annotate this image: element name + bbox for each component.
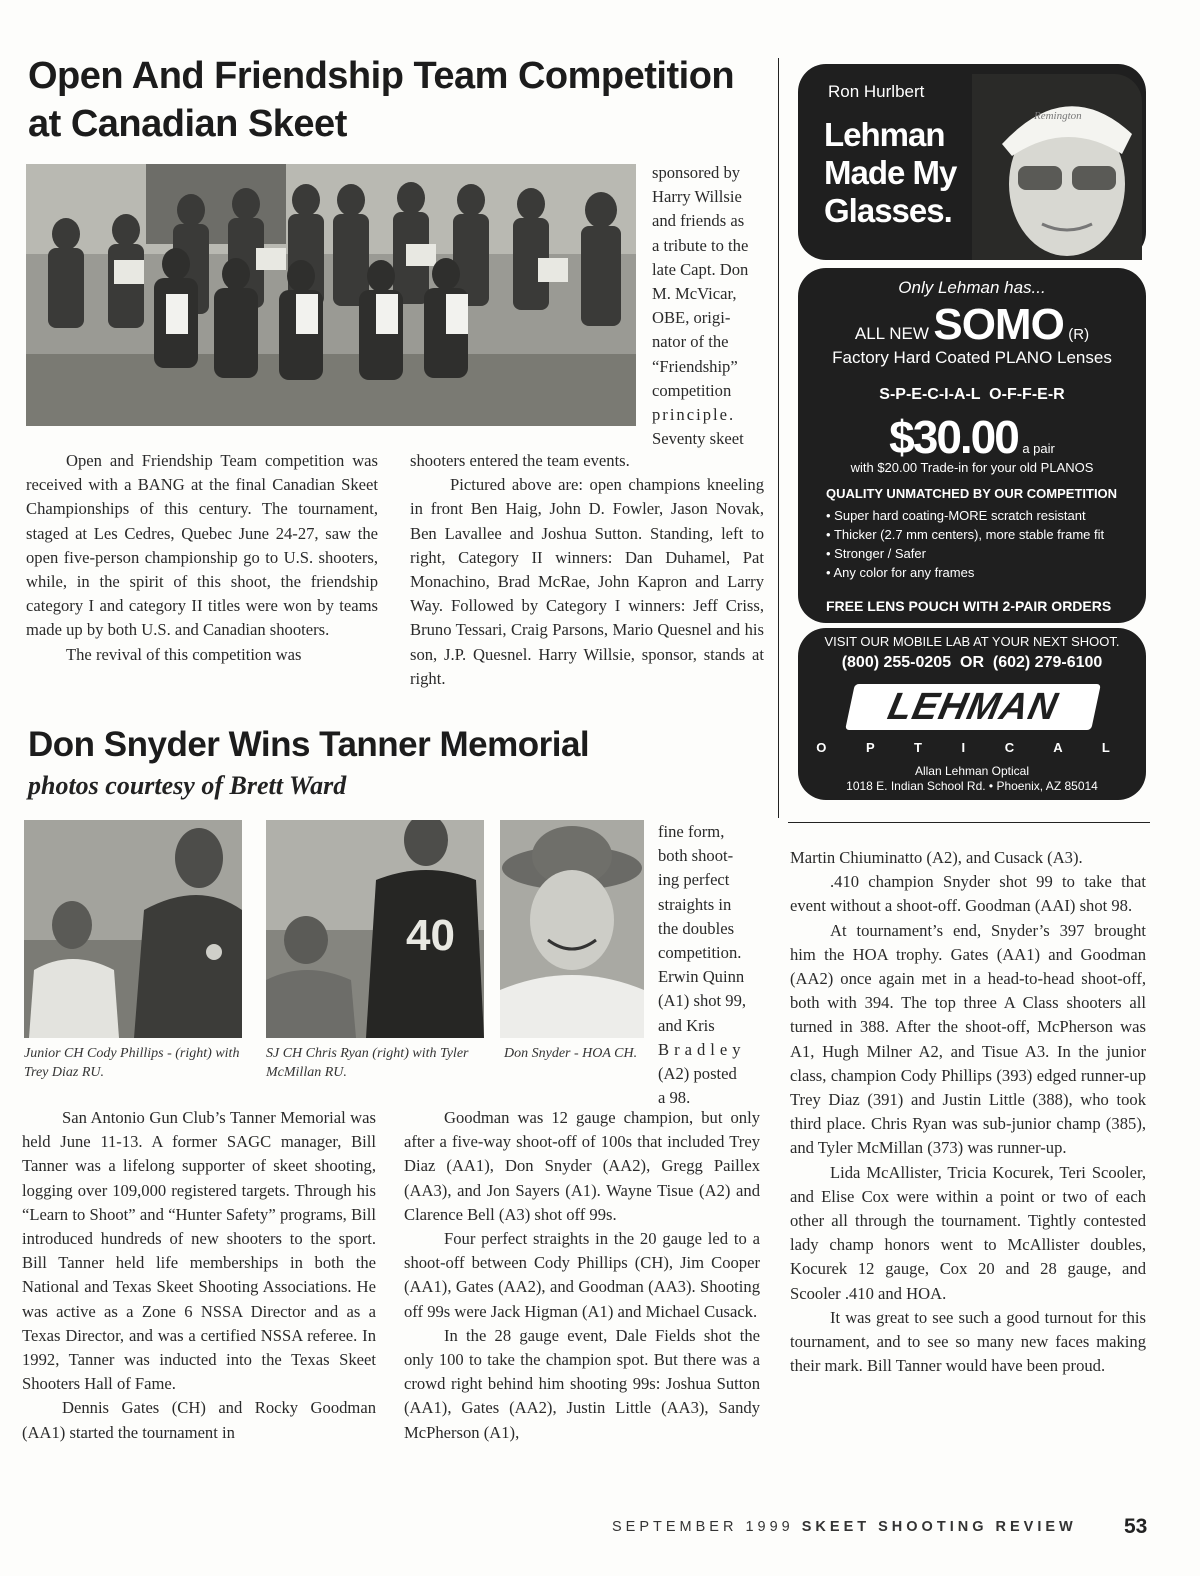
paragraph: Dennis Gates (CH) and Rocky Goodman (AA1) started the tournament in <box>22 1398 376 1442</box>
sidebar-line: Seventy skeet <box>652 429 744 449</box>
lehman-logo <box>845 684 1101 730</box>
ad-bullets <box>826 506 1104 582</box>
ad-headline-line: Glasses. <box>824 192 952 229</box>
article2-col3 <box>790 846 1146 1378</box>
photo-don-snyder <box>500 820 644 1038</box>
ad-headline-line: Lehman <box>824 116 945 153</box>
paragraph: Open and Friendship Team competition was received with a BANG at the final Canadian Skeet Championships of this century. The tournament, staged at Les Cedres, Quebec June 24-27, saw the open five-person championship go to U.S. shooters, while, in the spirit of this shoot, the friendship category I and category II titles were won by teams made up by both U.S. and Canadian shooters. <box>26 451 378 640</box>
ad-portrait <box>972 74 1142 260</box>
ad-all-new: ALL NEW <box>854 324 929 343</box>
ad-only-lehman: Only Lehman has... <box>898 278 1046 297</box>
ad-company: Allan Lehman Optical <box>914 764 1030 778</box>
ad-headline-line: Made My <box>824 154 957 191</box>
paragraph: Four perfect straights in the 20 gauge led to a shoot-off between Cody Phillips (CH), Jim Cooper (AA1), Gates (AA2), and Goodman (AA3). Shooting off 99s were Jack Higman (A1) and Michael Cusack. <box>404 1229 760 1321</box>
photo-cody-phillips <box>24 820 242 1038</box>
ad-person-name: Ron Hurlbert <box>828 82 925 101</box>
ad-address: 1018 E. Indian School Rd. • Phoenix, AZ 85014 <box>846 779 1098 793</box>
photo-chris-ryan-image <box>266 820 484 1038</box>
ad-bottom-rule <box>788 822 1150 823</box>
sidebar-line: late Capt. Don <box>652 259 749 279</box>
ad-phones: (800) 255-0205 OR (602) 279-6100 <box>841 654 1103 671</box>
paragraph: Lida McAllister, Tricia Kocurek, Teri Scooler, and Elise Cox were within a point or two of each other all through the tournament. Tightly contested lady champ honors went to McAllister doubles, Kocurek 12 gauge, Cox 20 and 28 gauge, and Scooler .410 and HOA. <box>790 1162 1146 1303</box>
photo-don-snyder-image <box>500 820 644 1038</box>
article1-headline <box>28 52 734 148</box>
ad-somo-line <box>798 300 1146 350</box>
svg-text:40: 40 <box>406 911 455 960</box>
photo-chris-ryan <box>266 820 484 1038</box>
ad-testimonial-panel <box>798 64 1146 260</box>
sidebar-line: fine form, <box>658 822 725 841</box>
caption-chris-ryan: SJ CH Chris Ryan (right) with Tyler McMillan RU. <box>266 1046 469 1080</box>
article1-sidebar <box>652 161 764 451</box>
ad-bullet: • Super hard coating-MORE scratch resistant <box>826 508 1086 523</box>
page-footer <box>612 1519 1077 1535</box>
ad-portrait-image <box>972 74 1142 260</box>
footer-magazine: SKEET SHOOTING REVIEW <box>801 1519 1077 1535</box>
ad-bullet: • Any color for any frames <box>826 565 975 580</box>
ad-price-line <box>798 410 1146 464</box>
paragraph: At tournament’s end, Snyder’s 397 brought him the HOA trophy. Gates (AA1) and Goodman (AA2) once again met in a head-to-head shoot-off, both with 394. The top three A Class shooters all turned in 388. After the shoot-off, McPherson was A1, Hugh Milner A2, and Tisue A3. In the junior class, champion Cody Phillips (393) edged runner-up Trey Diaz (391) and Justin Little (388), who took third place. Chris Ryan was sub-junior champ (385), and Tyler McMillan (373) was runner-up. <box>790 920 1146 1158</box>
sidebar-line: straights in <box>658 894 732 914</box>
paragraph: Martin Chiuminatto (A2), and Cusack (A3). <box>790 848 1083 867</box>
ad-lenses: Factory Hard Coated PLANO Lenses <box>832 348 1112 367</box>
ad-quality: QUALITY UNMATCHED BY OUR COMPETITION <box>826 486 1118 501</box>
column-divider <box>778 58 779 818</box>
photo-cody-phillips-image <box>24 820 242 1038</box>
caption-cody-phillips: Junior CH Cody Phillips - (right) with Trey Diaz RU. <box>24 1046 240 1080</box>
sidebar-line: (A1) shot 99, <box>658 991 747 1011</box>
article1-headline-line2: at Canadian Skeet <box>28 103 347 145</box>
sidebar-line: ing perfect <box>658 870 730 890</box>
paragraph: The revival of this competition was <box>66 644 302 664</box>
ad-free-pouch: FREE LENS POUCH WITH 2-PAIR ORDERS <box>826 598 1112 614</box>
article1-headline-line1: Open And Friendship Team Competition <box>28 55 735 97</box>
sidebar-line: OBE, origi- <box>652 308 731 328</box>
lehman-logo-text: LEHMAN <box>884 686 1062 728</box>
ad-a-pair: a pair <box>1022 441 1055 456</box>
ad-bullet: • Thicker (2.7 mm centers), more stable frame fit <box>826 527 1105 542</box>
paragraph: Pictured above are: open champions kneeling in front Ben Haig, John D. Fowler, Jason Novak, Ben Lavallee and Joshua Sutton. Standing, left to right, Category II winners: Dan Duhamel, Pat Monachino, Brad McRae, John Kapron and Larry Way. Followed by Category I winners: Jeff Criss, Bruno Tessari, Craig Parsons, Mario Quesnel and his son, J.P. Quesnel. Harry Willsie, sponsor, stands at right. <box>410 475 764 688</box>
article1-col2 <box>410 449 764 691</box>
cap-logo: Remington <box>1034 110 1082 122</box>
ad-price: $30.00 <box>889 411 1018 463</box>
ad-bullet: • Stronger / Safer <box>826 546 926 561</box>
sidebar-line: “Friendship” <box>652 356 738 376</box>
ad-reg: (R) <box>1068 326 1090 343</box>
team-photo <box>26 164 636 426</box>
caption-don-snyder: Don Snyder - HOA CH. <box>504 1046 638 1061</box>
sidebar-line: and friends as <box>652 211 745 231</box>
ad-offer-panel <box>798 268 1146 623</box>
ad-contact-panel <box>798 628 1146 800</box>
photo-credit: photos courtesy of Brett Ward <box>28 771 347 800</box>
ad-headline <box>824 116 956 230</box>
sidebar-line: a tribute to the <box>652 235 749 255</box>
sidebar-line: the doubles <box>658 918 735 938</box>
sidebar-line: and Kris <box>658 1015 715 1035</box>
article1-col1 <box>26 449 378 667</box>
sidebar-line: nator of the <box>652 332 729 352</box>
article2-sidebar <box>658 820 764 1110</box>
sidebar-line: competition. <box>658 943 742 963</box>
paragraph: San Antonio Gun Club’s Tanner Memorial was held June 11-13. A former SAGC manager, Bill Tanner was a lifelong supporter of skeet shooting, logging over 109,000 registered targets. Through his “Learn to Shoot” and “Hunter Safety” programs, Bill introduced hundreds of new shooters to the sport. Bill Tanner held life memberships in both the National and Texas Skeet Shooting Associations. He was active as a Zone 6 NSSA Director and as a Texas Director, and was a certified NSSA referee. In 1992, Tanner was inducted into the Texas Skeet Shooters Hall of Fame. <box>22 1108 376 1394</box>
sidebar-line: principle. <box>652 405 736 425</box>
article2-col1 <box>22 1106 376 1445</box>
sidebar-line: competition <box>652 380 732 400</box>
ad-visit: VISIT OUR MOBILE LAB AT YOUR NEXT SHOOT. <box>824 634 1120 649</box>
sidebar-line: Bradley <box>658 1039 746 1059</box>
paragraph: .410 champion Snyder shot 99 to take that event without a shoot-off. Goodman (AAI) shot 98. <box>790 872 1146 916</box>
sidebar-line: Erwin Quinn <box>658 967 745 987</box>
article2-headline: Don Snyder Wins Tanner Memorial <box>28 725 590 764</box>
ad-tradein: with $20.00 Trade-in for your old PLANOS <box>850 460 1094 475</box>
page-number: 53 <box>1124 1515 1148 1538</box>
sidebar-line: both shoot- <box>658 846 734 866</box>
ad-special-offer: S-P-E-C-I-A-L O-F-F-E-R <box>879 386 1065 403</box>
paragraph: It was great to see such a good turnout for this tournament, and to see so many new faces making their mark. Bill Tanner would have been proud. <box>790 1307 1146 1376</box>
sidebar-line: sponsored by <box>652 163 741 182</box>
footer-issue: SEPTEMBER 1999 <box>612 1519 794 1535</box>
article2-col2 <box>404 1106 760 1445</box>
sidebar-line: M. McVicar, <box>652 284 737 304</box>
paragraph: In the 28 gauge event, Dale Fields shot the only 100 to take the champion spot. But there was a crowd right behind him shooting 99s: Joshua Sutton (AA1), Gates (AA2), Justin Little (AA3), Sandy McPherson (A1), <box>404 1325 760 1442</box>
paragraph: Goodman was 12 gauge champion, but only after a five-way shoot-off of 100s that included Trey Diaz (AA1), Don Snyder (AA2), Gregg Paillex (AA3), and Jon Sayers (A1). Wayne Tisue (A2) and Clarence Bell (A3) shot off 99s. <box>404 1108 760 1224</box>
ad-optical: O P T I C A L <box>816 740 1128 755</box>
paragraph: shooters entered the team events. <box>410 451 630 470</box>
sidebar-line: Harry Willsie <box>652 187 742 207</box>
team-photo-image <box>26 164 636 426</box>
ad-somo: SOMO <box>933 300 1064 349</box>
sidebar-line: (A2) posted <box>658 1064 737 1084</box>
sidebar-line: a 98. <box>658 1088 691 1108</box>
